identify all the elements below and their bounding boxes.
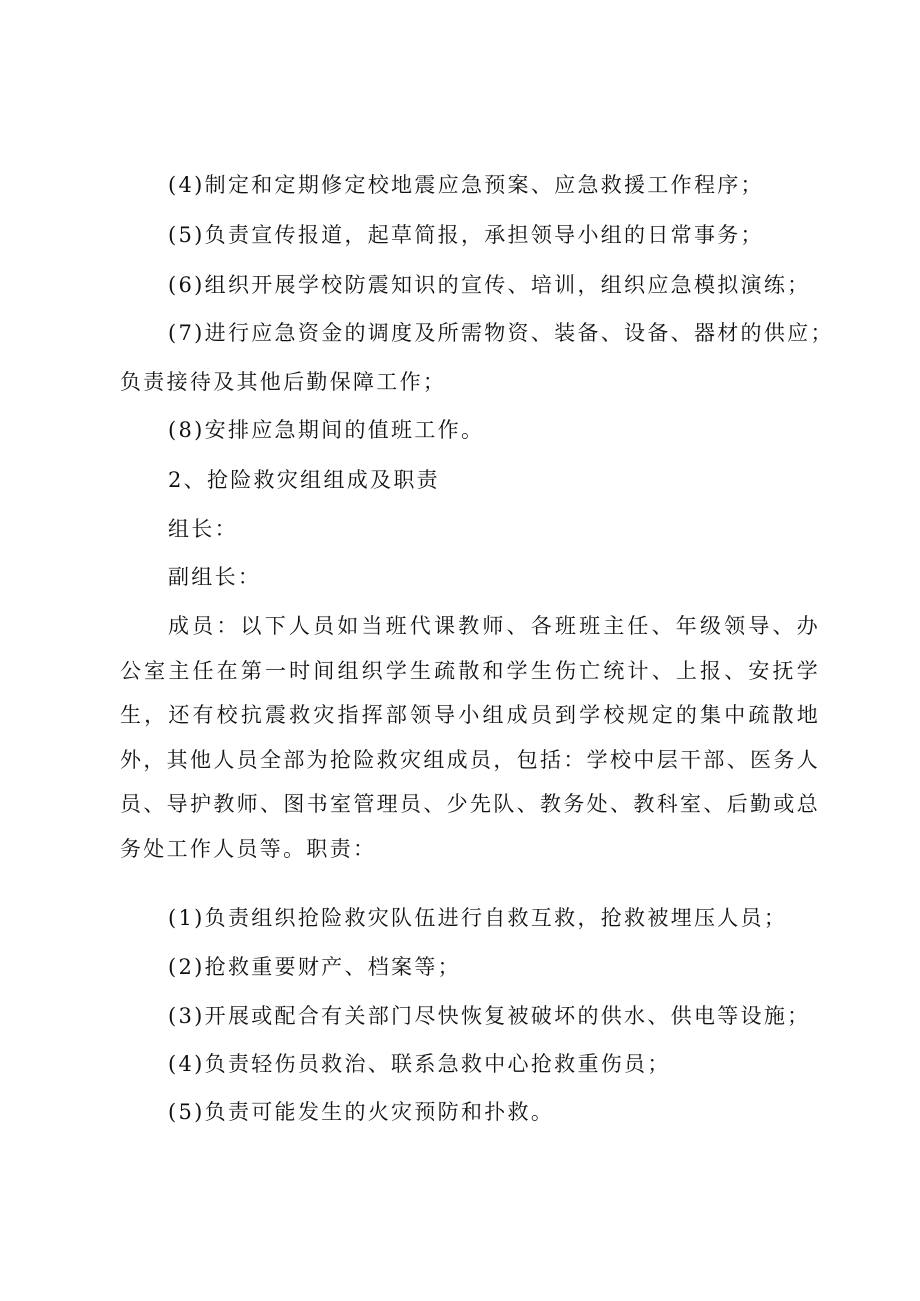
rescue-duty-item-3: (3)开展或配合有关部门尽快恢复被破坏的供水、供电等设施；: [168, 1004, 811, 1028]
duty-item-5: (5)负责宣传报道，起草简报，承担领导小组的日常事务；: [168, 223, 764, 247]
leader-label: 组长：: [168, 517, 238, 541]
rescue-duty-item-2: (2)抢救重要财产、档案等；: [168, 955, 461, 979]
duty-item-4: (4)制定和定期修定校地震应急预案、应急救援工作程序；: [168, 173, 764, 197]
duty-item-7-line2: 负责接待及其他后勤保障工作；: [120, 370, 447, 394]
duty-item-8: (8)安排应急期间的值班工作。: [168, 418, 485, 442]
rescue-duty-item-4: (4)负责轻伤员救治、联系急救中心抢救重伤员；: [168, 1052, 671, 1076]
section-2-heading: 2、抢险救灾组组成及职责: [168, 468, 440, 492]
duty-item-6: (6)组织开展学校防震知识的宣传、培训，组织应急模拟演练；: [168, 273, 811, 297]
members-paragraph: 成员：以下人员如当班代课教师、各班班主任、年级领导、办公室主任在第一时间组织学生疏散和学生伤亡统计、上报、安抚学生，还有校抗震救灾指挥部领导小组成员到学校规定的集中疏散地外，其他人员全部为抢险救灾组成员，包括：学校中层干部、医务人员、导护教师、图书室管理员、少先队、教务处、教科室、后勤或总务处工作人员等。职责：: [120, 614, 820, 861]
duty-item-7-line1: (7)进行应急资金的调度及所需物资、装备、设备、器材的供应；: [168, 321, 834, 345]
deputy-leader-label: 副组长：: [168, 565, 262, 589]
rescue-duty-item-1: (1)负责组织抢险救灾队伍进行自救互救，抢救被埋压人员；: [168, 906, 788, 930]
rescue-duty-item-5: (5)负责可能发生的火灾预防和扑救。: [168, 1100, 555, 1124]
